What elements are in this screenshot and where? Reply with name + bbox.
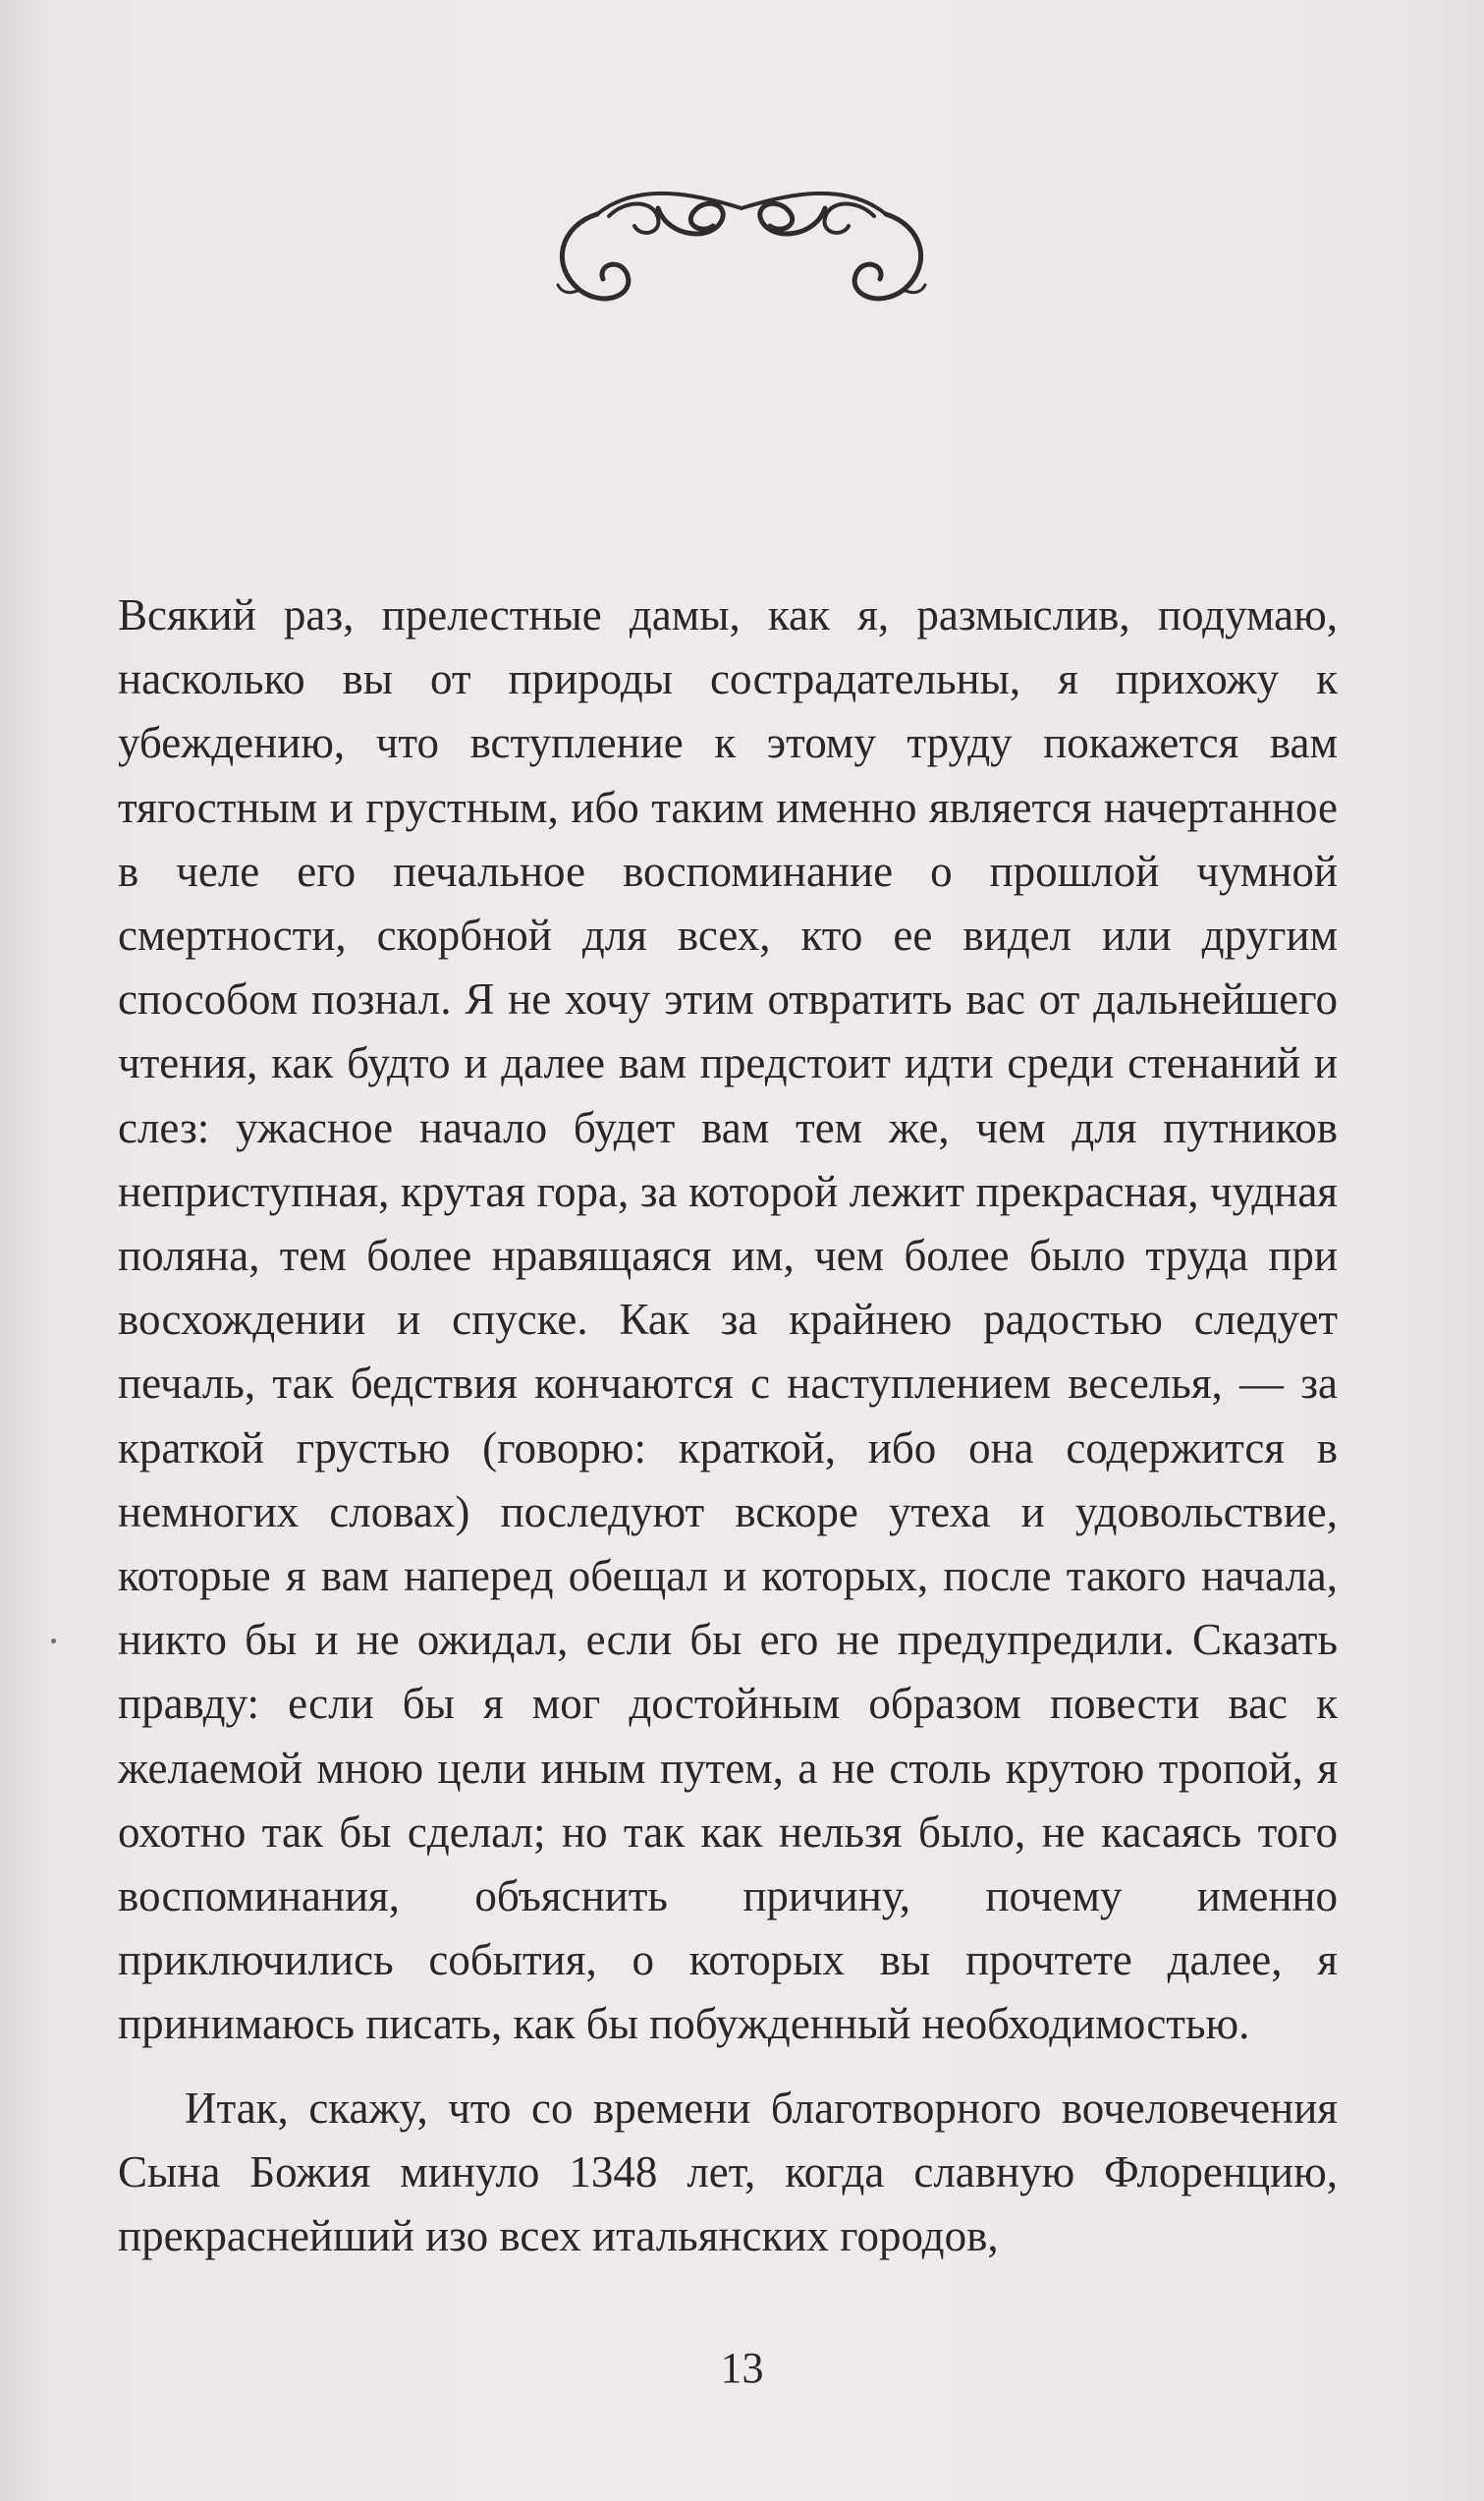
page-speck [51,1639,56,1643]
page-number: 13 [720,2344,764,2392]
body-text [118,584,1338,2268]
scroll-flourish-ornament-icon [511,187,972,314]
paragraph-1: Всякий раз, прелестные дамы, как я, размыслив, подумаю, насколько вы от природы сострадательны, я прихожу к убеждению, что вступление к этому труду покажется вам тягостным и грустным, ибо таким именно является начертанное в челе его печальное воспоминание о прошлой чумной смертности, скорбной для всех, кто ее видел или другим способом познал. Я не хочу этим отвратить вас от дальнейшего чтения, как будто и далее вам предстоит идти среди стенаний и слез: ужасное начало будет вам тем же, чем для путников неприступная, крутая гора, за которой лежит прекрасная, чудная поляна, тем более нравящаяся им, чем более было труда при восхождении и спуске. Как за крайнею радостью следует печаль, так бедствия кончаются с наступлением веселья, — за краткой грустью (говорю: краткой, ибо она содержится в немногих словах) последуют вскоре утеха и удовольствие, которые я вам наперед обещал и которых, после такого начала, никто бы и не ожидал, если бы его не предупредили. Сказать правду: если бы я мог достойным образом повести вас к желаемой мною цели иным путем, а не столь крутою тропой, я охотно так бы сделал; но так как нельзя было, не касаясь того воспоминания, объяснить причину, почему именно приключились события, о которых вы прочтете далее, я принимаюсь писать, как бы побужденный необходимостью. [118,590,1338,2049]
paragraph-2: Итак, скажу, что со времени благотворного вочеловечения Сына Божия минуло 1348 лет, когда славную Флоренцию, прекраснейший изо всех итальянских городов, [118,2083,1338,2261]
